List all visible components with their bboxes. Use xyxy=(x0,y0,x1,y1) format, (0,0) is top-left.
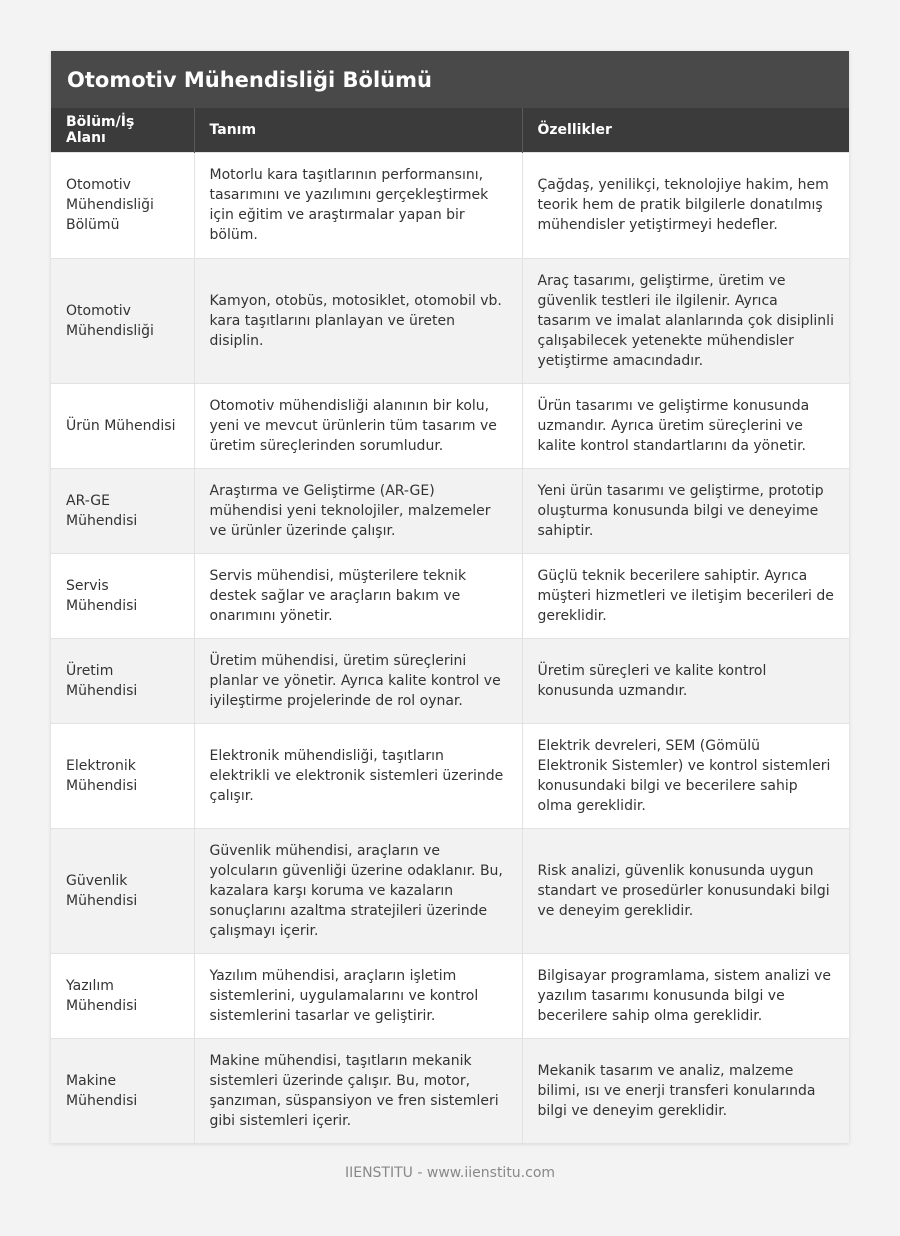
cell-definition: Üretim mühendisi, üretim süreçlerini planlar ve yönetir. Ayrıca kalite kontrol ve iyileştirme projelerinde de rol oynar. xyxy=(194,638,522,723)
cell-area: Üretim Mühendisi xyxy=(51,638,194,723)
cell-definition: Kamyon, otobüs, motosiklet, otomobil vb. kara taşıtlarını planlayan ve üreten disiplin. xyxy=(194,258,522,383)
cell-features: Üretim süreçleri ve kalite kontrol konusunda uzmandır. xyxy=(522,638,849,723)
table-row xyxy=(51,152,849,258)
cell-area: Otomotiv Mühendisliği xyxy=(51,258,194,383)
cell-definition: Servis mühendisi, müşterilere teknik destek sağlar ve araçların bakım ve onarımını yönetir. xyxy=(194,553,522,638)
cell-features: Bilgisayar programlama, sistem analizi ve yazılım tasarımı konusunda bilgi ve becerilere sahip olma gereklidir. xyxy=(522,953,849,1038)
cell-features: Ürün tasarımı ve geliştirme konusunda uzmandır. Ayrıca üretim süreçlerini ve kalite kontrol standartlarını da yönetir. xyxy=(522,383,849,468)
column-header-definition: Tanım xyxy=(194,108,522,152)
table-row xyxy=(51,1038,849,1143)
column-header-area: Bölüm/İş Alanı xyxy=(51,108,194,152)
cell-area: Güvenlik Mühendisi xyxy=(51,828,194,953)
cell-area: Otomotiv Mühendisliği Bölümü xyxy=(51,152,194,258)
cell-area: Yazılım Mühendisi xyxy=(51,953,194,1038)
column-header-features: Özellikler xyxy=(522,108,849,152)
cell-area: Servis Mühendisi xyxy=(51,553,194,638)
page-title: Otomotiv Mühendisliği Bölümü xyxy=(67,67,432,92)
cell-features: Güçlü teknik becerilere sahiptir. Ayrıca müşteri hizmetleri ve iletişim becerileri de gereklidir. xyxy=(522,553,849,638)
cell-area: Makine Mühendisi xyxy=(51,1038,194,1143)
cell-definition: Elektronik mühendisliği, taşıtların elektrikli ve elektronik sistemleri üzerinde çalışır. xyxy=(194,723,522,828)
table-row xyxy=(51,723,849,828)
title-bar xyxy=(51,51,849,108)
cell-definition: Yazılım mühendisi, araçların işletim sistemlerini, uygulamalarını ve kontrol sistemlerini tasarlar ve geliştirir. xyxy=(194,953,522,1038)
cell-area: AR-GE Mühendisi xyxy=(51,468,194,553)
cell-features: Araç tasarımı, geliştirme, üretim ve güvenlik testleri ile ilgilenir. Ayrıca tasarım ve imalat alanlarında çok disiplinli çalışabilecek yetenekte mühendisler yetiştirme amacındadır. xyxy=(522,258,849,383)
cell-area: Ürün Mühendisi xyxy=(51,383,194,468)
cell-definition: Araştırma ve Geliştirme (AR-GE) mühendisi yeni teknolojiler, malzemeler ve ürünler üzerinde çalışır. xyxy=(194,468,522,553)
table-row xyxy=(51,828,849,953)
cell-features: Elektrik devreleri, SEM (Gömülü Elektronik Sistemler) ve kontrol sistemleri konusundaki bilgi ve becerilere sahip olma gereklidir. xyxy=(522,723,849,828)
cell-features: Yeni ürün tasarımı ve geliştirme, prototip oluşturma konusunda bilgi ve deneyime sahiptir. xyxy=(522,468,849,553)
cell-features: Çağdaş, yenilikçi, teknolojiye hakim, hem teorik hem de pratik bilgilerle donatılmış mühendisler yetiştirmeyi hedefler. xyxy=(522,152,849,258)
table-row xyxy=(51,468,849,553)
table-header-row xyxy=(51,108,849,152)
cell-area: Elektronik Mühendisi xyxy=(51,723,194,828)
cell-features: Risk analizi, güvenlik konusunda uygun standart ve prosedürler konusundaki bilgi ve deneyim gereklidir. xyxy=(522,828,849,953)
table-row xyxy=(51,953,849,1038)
table-row xyxy=(51,258,849,383)
table-card xyxy=(51,51,849,1143)
table-row xyxy=(51,638,849,723)
cell-definition: Makine mühendisi, taşıtların mekanik sistemleri üzerinde çalışır. Bu, motor, şanzıman, süspansiyon ve fren sistemleri gibi sistemleri içerir. xyxy=(194,1038,522,1143)
cell-definition: Otomotiv mühendisliği alanının bir kolu, yeni ve mevcut ürünlerin tüm tasarım ve üretim süreçlerinden sorumludur. xyxy=(194,383,522,468)
cell-features: Mekanik tasarım ve analiz, malzeme bilimi, ısı ve enerji transferi konularında bilgi ve deneyim gereklidir. xyxy=(522,1038,849,1143)
table-row xyxy=(51,383,849,468)
cell-definition: Motorlu kara taşıtlarının performansını, tasarımını ve yazılımını gerçekleştirmek için eğitim ve araştırmalar yapan bir bölüm. xyxy=(194,152,522,258)
data-table xyxy=(51,108,849,1143)
cell-definition: Güvenlik mühendisi, araçların ve yolcuların güvenliği üzerine odaklanır. Bu, kazalara karşı koruma ve kazaların sonuçlarını azaltma stratejileri üzerinde çalışmayı içerir. xyxy=(194,828,522,953)
footer-credit: IIENSTITU - www.iienstitu.com xyxy=(344,1165,556,1181)
table-row xyxy=(51,553,849,638)
